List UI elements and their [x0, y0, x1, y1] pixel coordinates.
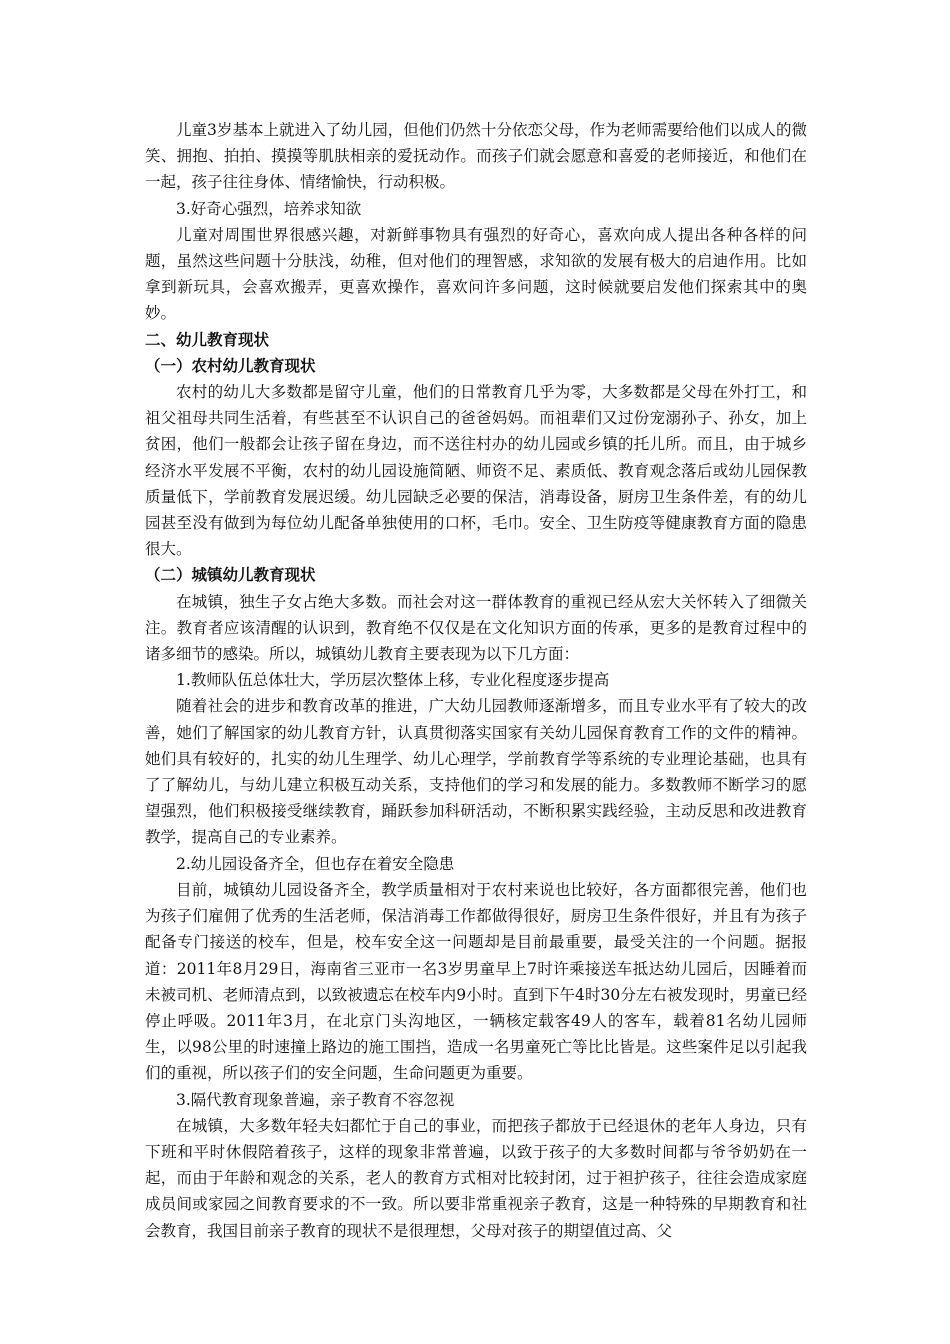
- paragraph-teachers: 随着社会的进步和教育改革的推进，广大幼儿园教师逐渐增多，而且专业水平有了较大的改善，她们了解国家的幼儿教育方针，认真贯彻落实国家有关幼儿园保育教育工作的文件的精神。她们具有较好的，扎实的幼儿生理学、幼儿心理学，学前教育学等系统的专业理论基础，也具有了了解幼儿，与幼儿建立积极互动关系，支持他们的学习和发展的能力。多数教师不断学习的愿望强烈，他们积极接受继续教育，踊跃参加科研活动，不断积累实践经验，主动反思和改进教育教学，提高自己的专业素养。: [145, 697, 807, 847]
- subheading-facilities: 2.幼儿园设备齐全，但也存在着安全隐患: [176, 854, 455, 873]
- paragraph-facilities: 目前，城镇幼儿园设备齐全，教学质量相对于农村来说也比较好，各方面都很完善，他们也为孩子们雇佣了优秀的生活老师，保洁消毒工作都做得很好，厨房卫生条件很好，并且有为孩子配备专门接送的校车，但是，校车安全这一问题却是目前最重要，最受关注的一个问题。据报道：2011年8月29日，海南省三亚市一名3岁男童早上7时许乘接送车抵达幼儿园后，因睡着而未被司机、老师清点到，以致被遗忘在校车内9小时。直到下午4时30分左右被发现时，男童已经停止呼吸。2011年3月，在北京门头沟地区，一辆核定载客49人的客车，载着81名幼儿园师生，以98公里的时速撞上路边的施工围挡，造成一名男童死亡等比比皆是。这些案件足以引起我们的重视，所以孩子们的安全问题，生命问题更为重要。: [145, 880, 807, 1083]
- subheading-grandparent-education: 3.隔代教育现象普遍，亲子教育不容忽视: [176, 1090, 455, 1109]
- subheading-curiosity: 3.好奇心强烈，培养求知欲: [176, 199, 362, 218]
- section-heading-urban: （二）城镇幼儿教育现状: [145, 566, 316, 585]
- paragraph-curiosity: 儿童对周围世界很感兴趣，对新鲜事物具有强烈的好奇心，喜欢向成人提出各种各样的问题，虽然这些问题十分肤浅，幼稚，但对他们的理智感，求知欲的发展有极大的启迪作用。比如拿到新玩具，会喜欢搬弄，更喜欢操作，喜欢问许多问题，这时候就要启发他们探索其中的奥妙。: [145, 225, 807, 323]
- subheading-teachers: 1.教师队伍总体壮大，学历层次整体上移，专业化程度逐步提高: [176, 671, 610, 690]
- paragraph-rural: 农村的幼儿大多数都是留守儿童，他们的日常教育几乎为零，大多数都是父母在外打工，和祖父祖母共同生活着，有些甚至不认识自己的爸爸妈妈。而祖辈们又过份宠溺孙子、孙女，加上贫困，他们一般都会让孩子留在身边，而不送往村办的幼儿园或乡镇的托儿所。而且，由于城乡经济水平发展不平衡，农村的幼儿园设施简陋、师资不足、素质低、教育观念落后或幼儿园保教质量低下，学前教育发展迟缓。幼儿园缺乏必要的保洁，消毒设备，厨房卫生条件差，有的幼儿园甚至没有做到为每位幼儿配备单独使用的口杯，毛巾。安全、卫生防疫等健康教育方面的隐患很大。: [145, 383, 807, 559]
- paragraph-grandparent-education: 在城镇，大多数年轻夫妇都忙于自己的事业，而把孩子都放于已经退休的老年人身边，只有下班和平时休假陪着孩子，这样的现象非常普遍，以致于孩子的大多数时间都与爷爷奶奶在一起，而由于年龄和观念的关系，老人的教育方式相对比较封闭，过于袒护孩子，往往会造成家庭成员间或家园之间教育要求的不一致。所以要非常重视亲子教育，这是一种特殊的早期教育和社会教育，我国目前亲子教育的现状不是很理想，父母对孩子的期望值过高、父: [145, 1116, 807, 1240]
- section-heading-rural: （一）农村幼儿教育现状: [145, 356, 316, 375]
- paragraph-parent-attachment: 儿童3岁基本上就进入了幼儿园，但他们仍然十分依恋父母，作为老师需要给他们以成人的微笑、拥抱、拍拍、摸摸等肌肤相亲的爱抚动作。而孩子们就会愿意和喜爱的老师接近，和他们在一起，孩子往往身体、情绪愉快，行动积极。: [145, 121, 807, 192]
- section-heading-status: 二、幼儿教育现状: [145, 330, 270, 349]
- document-page: [145, 117, 807, 1244]
- paragraph-urban-intro: 在城镇，独生子女占绝大多数。而社会对这一群体教育的重视已经从宏大关怀转入了细微关注。教育者应该清醒的认识到，教育绝不仅仅是在文化知识方面的传承，更多的是教育过程中的诸多细节的感染。所以，城镇幼儿教育主要表现为以下几方面：: [145, 592, 807, 664]
